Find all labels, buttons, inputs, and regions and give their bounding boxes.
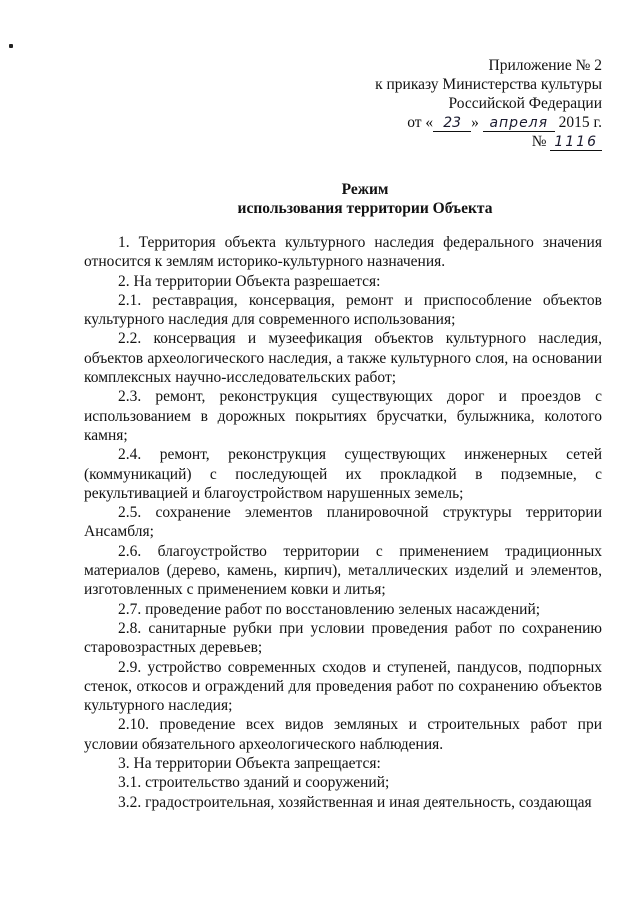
document-title <box>0 180 640 218</box>
title-line-1: Режим <box>341 181 389 198</box>
paragraph: 3. На территории Объекта запрещается: <box>118 755 381 773</box>
paragraph: 2.5. сохранение элементов планировочной структуры территории Ансамбля; <box>84 504 602 541</box>
paragraph: 2.9. устройство современных сходов и ступеней, пандусов, подпорных стенок, откосов и ограждений для проведения работ по сохранению объектов культурного наследия; <box>84 658 602 715</box>
handwritten-day: 23 <box>433 115 471 132</box>
scan-mark <box>9 44 13 48</box>
number-prefix: № <box>531 133 547 150</box>
date-year: 2015 г. <box>558 114 602 131</box>
date-line <box>375 113 602 132</box>
paragraph: 3.1. строительство зданий и сооружений; <box>118 774 390 792</box>
paragraph: 2.8. санитарные рубки при условии проведения работ по сохранению старовозрастных деревьев; <box>84 619 602 657</box>
handwritten-month: апреля <box>483 115 555 132</box>
date-prefix: от « <box>407 114 434 131</box>
ministry-line: Российской Федерации <box>448 95 602 112</box>
title-line-2: использования территории Объекта <box>237 200 493 217</box>
document-body <box>84 233 602 812</box>
paragraph: 2.4. ремонт, реконструкция существующих инженерных сетей (коммуникаций) с последующей их прокладкой в подземные, с рекультивацией и благоустройством нарушенных земель; <box>84 446 602 502</box>
appendix-header <box>375 56 602 151</box>
paragraph: 2.10. проведение всех видов земляных и строительных работ при условии обязательного археологического наблюдения. <box>84 716 602 753</box>
paragraph: 2.6. благоустройство территории с применением традиционных материалов (дерево, камень, кирпич), металлических изделий и элементов, изготовленных с применением ковки и литья; <box>84 542 602 599</box>
paragraph: 3.2. градостроительная, хозяйственная и иная деятельность, создающая <box>118 793 592 811</box>
order-line: к приказу Министерства культуры <box>375 76 602 93</box>
paragraph: 2.2. консервация и музеефикация объектов культурного наследия, объектов археологического наследия, а также культурного слоя, на основании комплексных научно-исследовательских работ; <box>84 330 602 387</box>
paragraph: 2.1. реставрация, консервация, ремонт и приспособление объектов культурного наследия для современного использования; <box>84 291 602 329</box>
handwritten-number: 1116 <box>550 134 602 151</box>
number-line <box>375 132 602 151</box>
paragraph: 2. На территории Объекта разрешается: <box>118 272 381 290</box>
date-mid: » <box>471 114 479 131</box>
paragraph: 2.3. ремонт, реконструкция существующих дорог и проездов с использованием в дорожных покрытиях брусчатки, булыжника, колотого камня; <box>84 388 602 444</box>
appendix-line: Приложение № 2 <box>488 57 602 74</box>
paragraph: 1. Территория объекта культурного наследия федерального значения относится к землям историко-культурного назначения. <box>84 234 602 271</box>
paragraph: 2.7. проведение работ по восстановлению зеленых насаждений; <box>118 600 541 618</box>
